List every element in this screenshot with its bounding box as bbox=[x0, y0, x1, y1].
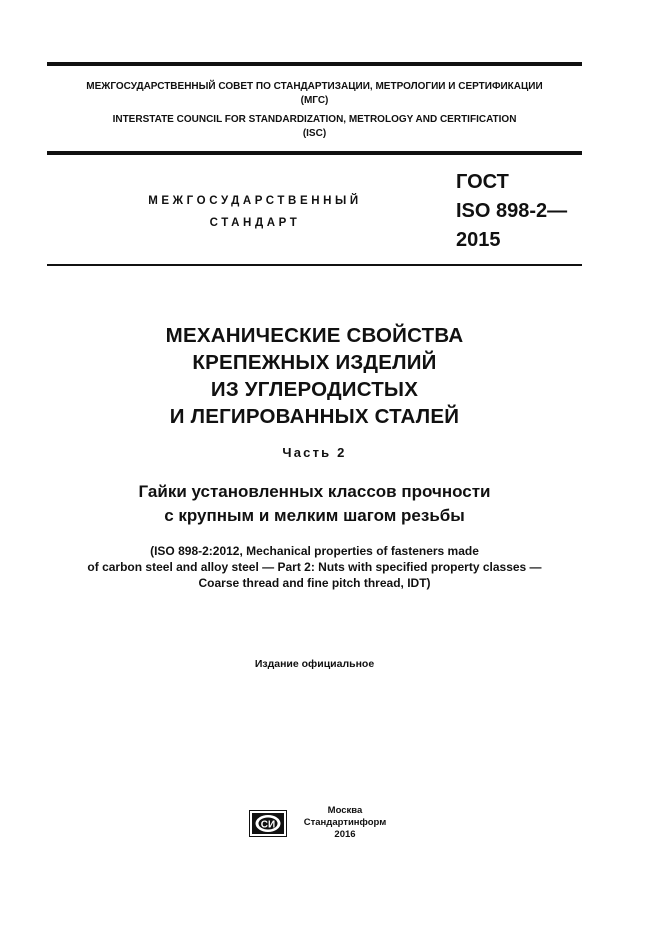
standard-type-line2: СТАНДАРТ bbox=[209, 217, 301, 229]
subtitle-line: Гайки установленных классов прочности bbox=[138, 482, 491, 501]
standard-designation bbox=[456, 168, 616, 255]
logo-text: СИ bbox=[260, 819, 276, 831]
designation-line1: ГОСТ bbox=[456, 171, 509, 193]
designation-line3: 2015 bbox=[456, 229, 501, 251]
publisher-city: Москва bbox=[327, 805, 363, 816]
designation-line2: ISO 898-2— bbox=[456, 200, 568, 222]
standartinform-logo-icon bbox=[249, 810, 287, 837]
iso-reference-line: Coarse thread and fine pitch thread, IDT) bbox=[198, 576, 431, 590]
council-en-name: INTERSTATE COUNCIL FOR STANDARDIZATION, METROLOGY AND CERTIFICATION bbox=[112, 114, 517, 125]
iso-reference-line: of carbon steel and alloy steel — Part 2: Nuts with specified property classes — bbox=[87, 560, 542, 574]
council-ru-name: МЕЖГОСУДАРСТВЕННЫЙ СОВЕТ ПО СТАНДАРТИЗАЦИИ, МЕТРОЛОГИИ И СЕРТИФИКАЦИИ bbox=[86, 81, 543, 92]
document-title bbox=[60, 322, 569, 430]
publisher-name: Стандартинформ bbox=[303, 817, 387, 828]
publisher-year: 2016 bbox=[334, 829, 356, 840]
standard-type-label bbox=[100, 190, 410, 234]
publisher-block bbox=[300, 805, 390, 841]
title-line: И ЛЕГИРОВАННЫХ СТАЛЕЙ bbox=[169, 405, 460, 428]
title-line: МЕХАНИЧЕСКИЕ СВОЙСТВА bbox=[165, 324, 464, 347]
title-line: ИЗ УГЛЕРОДИСТЫХ bbox=[210, 378, 419, 401]
council-block bbox=[47, 80, 582, 141]
title-line: КРЕПЕЖНЫХ ИЗДЕЛИЙ bbox=[192, 351, 437, 374]
standard-type-line1: МЕЖГОСУДАРСТВЕННЫЙ bbox=[148, 195, 362, 207]
header-rule bbox=[47, 264, 582, 266]
council-ru-abbr: (МГС) bbox=[300, 95, 329, 106]
council-rule-thick bbox=[47, 151, 582, 155]
document-subtitle bbox=[60, 480, 569, 528]
top-rule bbox=[47, 62, 582, 66]
iso-reference-line: (ISO 898-2:2012, Mechanical properties of fasteners made bbox=[150, 544, 479, 558]
subtitle-line: с крупным и мелким шагом резьбы bbox=[164, 506, 465, 525]
edition-label: Издание официальное bbox=[254, 658, 375, 670]
part-label: Часть 2 bbox=[282, 445, 347, 460]
iso-reference bbox=[40, 543, 589, 591]
council-en-abbr: (ISC) bbox=[302, 128, 327, 139]
